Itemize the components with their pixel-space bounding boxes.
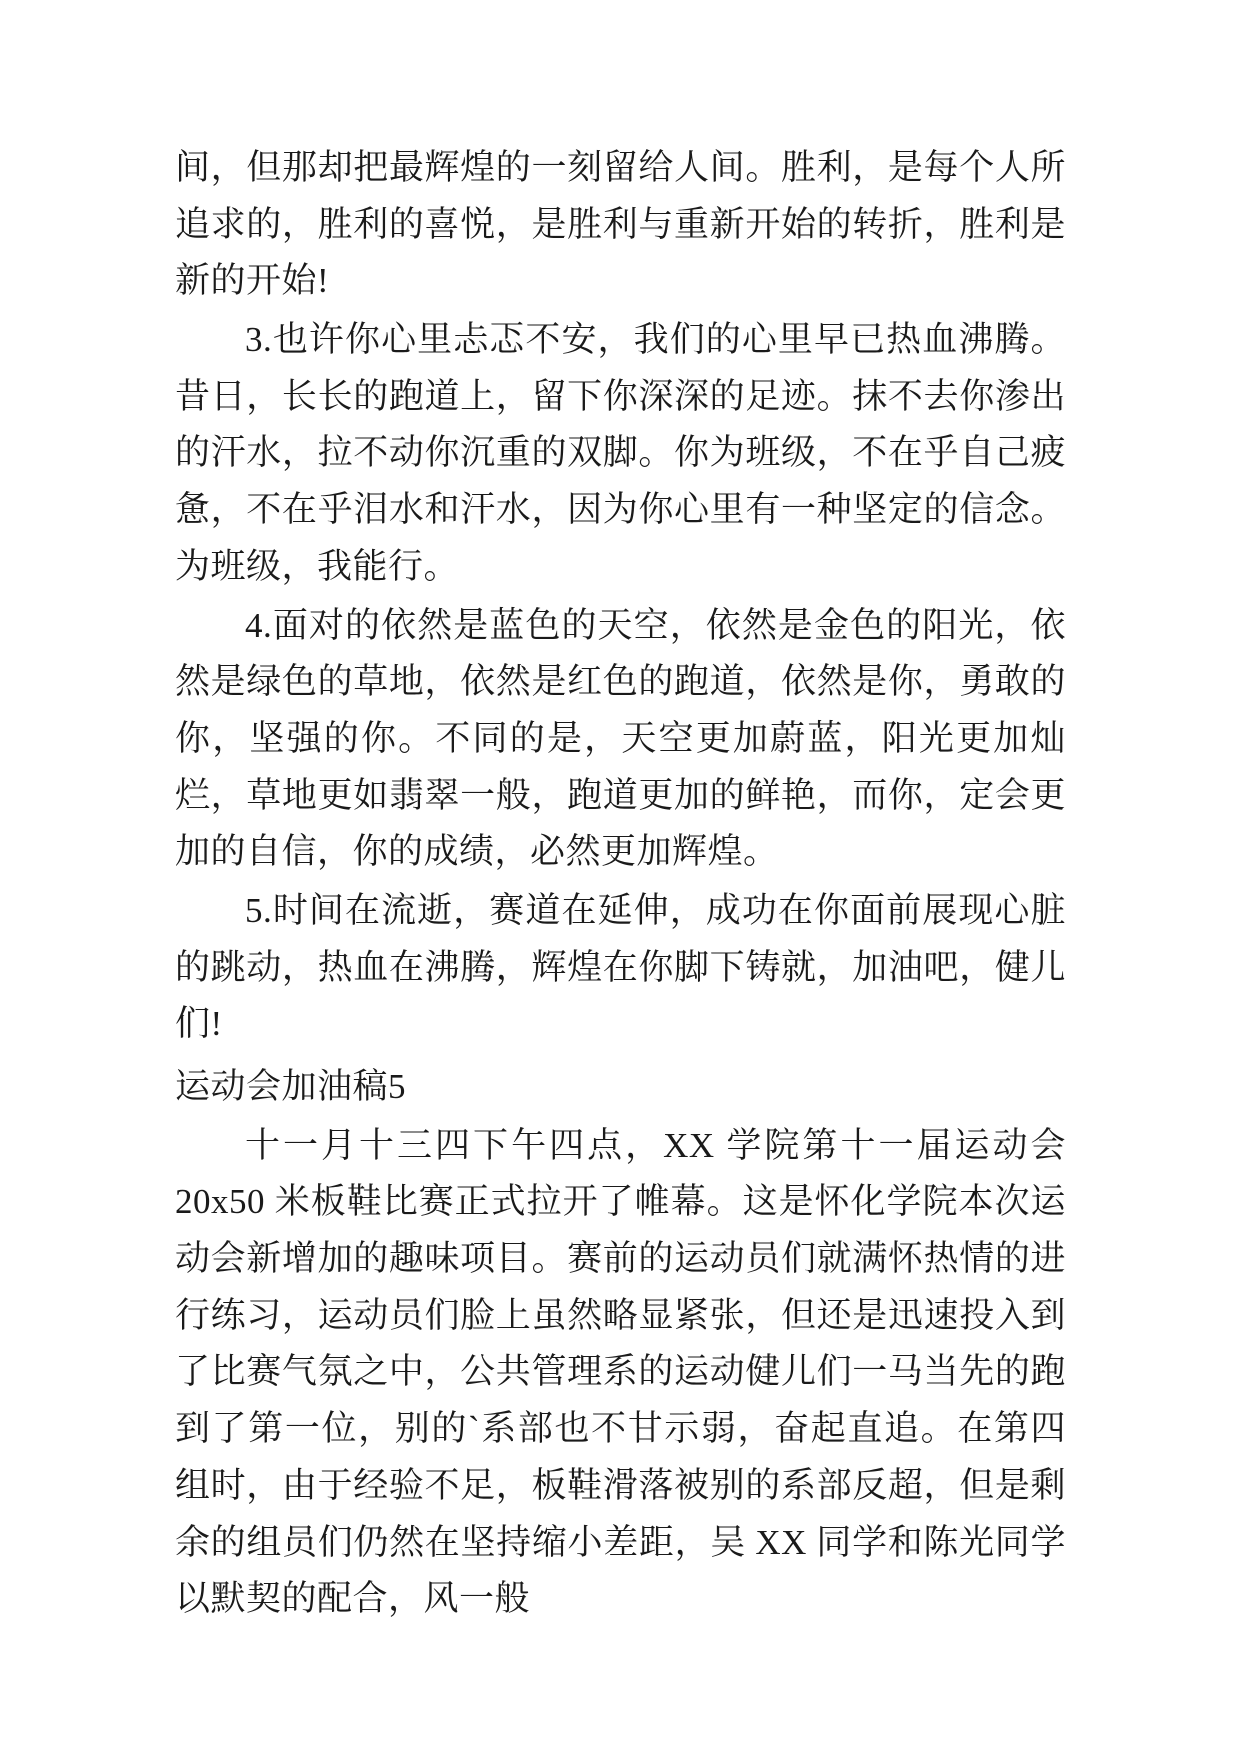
paragraph-item-5: 5.时间在流逝，赛道在延伸，成功在你面前展现心脏的跳动，热血在沸腾，辉煌在你脚下铸就，加油吧，健儿们!	[175, 890, 1066, 1044]
paragraph-continuation: 间，但那却把最辉煌的一刻留给人间。胜利，是每个人所追求的，胜利的喜悦，是胜利与重新开始的转折，胜利是新的开始!	[175, 148, 1066, 301]
document-body	[175, 140, 1066, 1628]
section-heading: 运动会加油稿5	[175, 1067, 407, 1106]
paragraph-item-3: 3.也许你心里忐忑不安，我们的心里早已热血沸腾。昔日，长长的跑道上，留下你深深的足迹。抹不去你渗出的汗水，拉不动你沉重的双脚。你为班级，不在乎自己疲惫，不在乎泪水和汗水，因为你心里有一种坚定的信念。为班级，我能行。	[175, 320, 1066, 586]
paragraph-section-5-body: 十一月十三四下午四点，XX 学院第十一届运动会 20x50 米板鞋比赛正式拉开了帷幕。这是怀化学院本次运动会新增加的趣味项目。赛前的运动员们就满怀热情的进行练习，运动员们脸上虽然略显紧张，但还是迅速投入到了比赛气氛之中，公共管理系的运动健儿们一马当先的跑到了第一位，别的`系部也不甘示弱，奋起直追。在第四组时，由于经验不足，板鞋滑落被别的系部反超，但是剩余的组员们仍然在坚持缩小差距，吴 XX 同学和陈光同学以默契的配合，风一般	[175, 1125, 1066, 1619]
paragraph-item-4: 4.面对的依然是蓝色的天空，依然是金色的阳光，依然是绿色的草地，依然是红色的跑道，依然是你，勇敢的你，坚强的你。不同的是，天空更加蔚蓝，阳光更加灿烂，草地更如翡翠一般，跑道更加的鲜艳，而你，定会更加的自信，你的成绩，必然更加辉煌。	[175, 605, 1066, 872]
